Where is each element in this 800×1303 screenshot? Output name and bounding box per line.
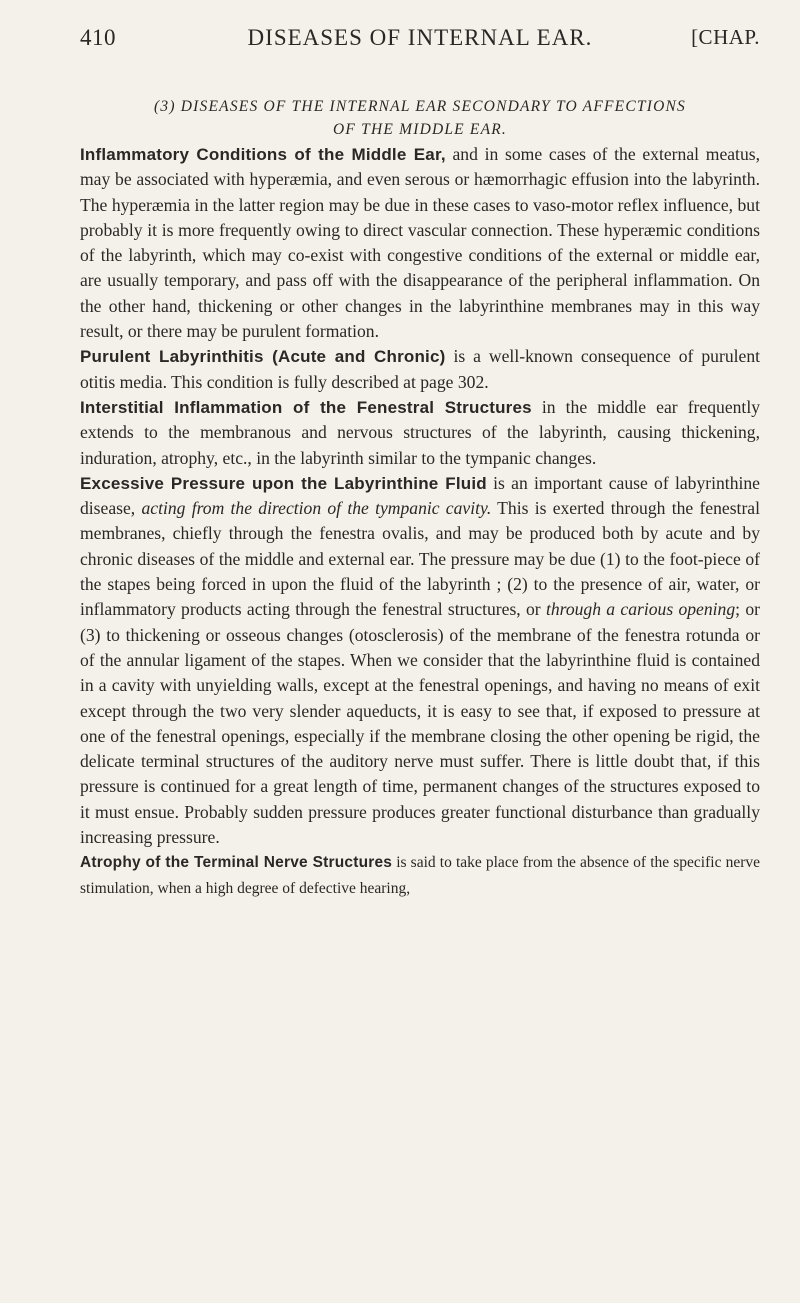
page-number: 410 — [80, 25, 116, 50]
book-page — [80, 0, 760, 1303]
italic-pressure-a: acting from the direction of the tympanic cavity. — [141, 498, 492, 519]
paragraph-interstitial — [80, 395, 760, 471]
body-text — [80, 142, 760, 901]
running-title: DISEASES OF INTERNAL EAR. — [247, 25, 593, 50]
text-purulent: is a well-known consequence of purulent otitis media. This condition is fully described at page 302. — [80, 346, 761, 392]
italic-pressure-b: through a carious opening — [545, 599, 736, 620]
text-pressure-b: This is exerted through the fenestral membranes, chiefly through the fenestra ovalis, and may be produced both by acute and by chronic diseases of the middle and external ear. The pressure may be due (1) to the foot-piece of the stapes being forced in upon the fluid of the labyrinth ; (2) to the presence of air, water, or inflammatory products acting through the fenestral structures, or — [80, 498, 761, 620]
section-subheading — [80, 95, 760, 141]
paragraph-purulent — [80, 344, 760, 395]
text-interstitial: in the middle ear frequently extends to the membranous and nervous structures of the labyrinth, causing thickening, induration, atrophy, etc., in the labyrinth similar to the tympanic changes. — [80, 396, 760, 468]
heading-inflammatory: Inflammatory Conditions of the Middle Ear, — [80, 145, 446, 164]
text-inflammatory: and in some cases of the external meatus, may be associated with hyperæmia, and even serous or hæmorrhagic effusion into the labyrinth. The hyperæmia in the latter region may be due in these cases to vaso-motor reflex influence, but probably it is more frequently owing to direct vascular connection. These hyperæmic conditions of the labyrinth, which may co-exist with congestive conditions of the external or middle ear, are usually temporary, and pass off with the disappearance of the peripheral inflammation. On the other hand, thickening or other changes in the labyrinthine membranes may in this way result, or there may be purulent formation. — [80, 144, 760, 342]
paragraph-pressure — [80, 471, 760, 850]
text-atrophy: is said to take place from the absence of the specific nerve stimulation, when a high degree of defective hearing, — [80, 854, 760, 897]
heading-interstitial: Interstitial Inflammation of the Fenestral Structures — [80, 397, 532, 417]
heading-atrophy: Atrophy of the Terminal Nerve Structures — [80, 854, 393, 872]
chapter-marker: [CHAP. — [691, 25, 760, 49]
text-pressure-c: ; or (3) to thickening or osseous changes (otosclerosis) of the membrane of the fenestra rotunda or of the annular ligament of the stapes. When we consider that the labyrinthine fluid is contained in a cavity with unyielding walls, except at the fenestral openings, and having no means of exit except through the two very slender aqueducts, it is easy to see that, if exposed to pressure at one of the fenestral openings, especially if the membrane closing the other opening be rigid, the delicate terminal structures of the auditory nerve must suffer. There is little doubt that, if this pressure is continued for a great length of time, permanent changes of the structures exposed to it must ensue. Probably sudden pressure produces greater functional disturbance than gradually increasing pressure. — [80, 599, 760, 848]
paragraph-inflammatory — [80, 142, 760, 344]
heading-purulent: Purulent Labyrinthitis (Acute and Chronic) — [80, 347, 446, 367]
subheading-line-1: (3) DISEASES OF THE INTERNAL EAR SECONDARY TO AFFECTIONS — [154, 98, 686, 115]
running-header — [80, 25, 760, 61]
text-pressure-a: is an important cause of labyrinthine disease, — [80, 472, 760, 519]
subheading-line-2: OF THE MIDDLE EAR. — [333, 121, 507, 138]
paragraph-atrophy — [80, 850, 760, 901]
heading-pressure: Excessive Pressure upon the Labyrinthine Fluid — [80, 473, 487, 493]
